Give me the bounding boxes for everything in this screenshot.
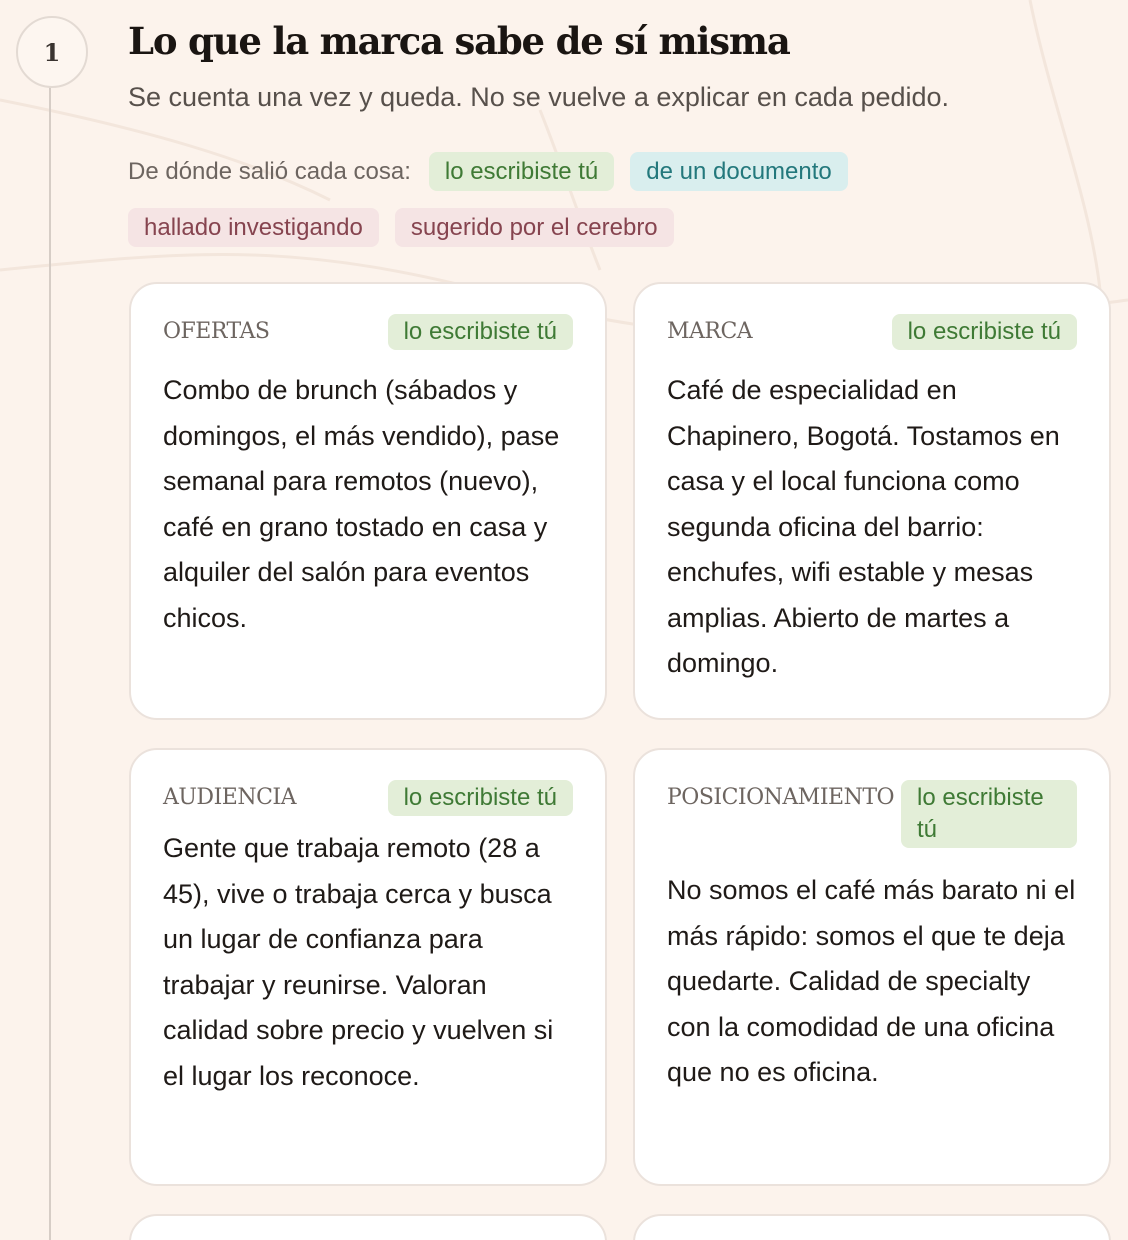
card-audiencia[interactable] — [129, 748, 607, 1186]
legend-label: De dónde salió cada cosa: — [128, 158, 411, 185]
step-number-badge: 1 — [16, 16, 88, 88]
source-chip: lo escribiste tú — [892, 314, 1077, 350]
card-posicionamiento[interactable] — [633, 748, 1111, 1186]
card-label: MARCA — [667, 319, 753, 344]
legend-chip-research: hallado investigando — [128, 208, 379, 247]
legend-chip-document: de un documento — [630, 152, 847, 191]
card-marca[interactable] — [633, 282, 1111, 720]
source-chip: lo escribiste tú — [388, 780, 573, 816]
source-chip: lo escribiste tú — [901, 780, 1077, 848]
legend-chip-brain: sugerido por el cerebro — [395, 208, 674, 247]
timeline-line — [49, 86, 51, 1240]
card-label: POSICIONAMIENTO — [667, 785, 895, 810]
card-body: Café de especialidad en Chapinero, Bogotá. Tostamos en casa y el local funciona como segunda oficina del barrio: enchufes, wifi estable y mesas amplias. Abierto de martes a domingo. — [667, 375, 1060, 678]
card-partial-right[interactable] — [633, 1214, 1111, 1240]
card-body: Gente que trabaja remoto (28 a 45), vive o trabaja cerca y busca un lugar de confianza para trabajar y reunirse. Valoran calidad sobre precio y vuelven si el lugar los reconoce. — [163, 833, 554, 1091]
card-label: OFERTAS — [163, 319, 270, 344]
card-body: Combo de brunch (sábados y domingos, el más vendido), pase semanal para remotos (nuevo), café en grano tostado en casa y alquiler del salón para eventos chicos. — [163, 375, 560, 633]
card-body: No somos el café más barato ni el más rápido: somos el que te deja quedarte. Calidad de specialty con la comodidad de una oficina que no es oficina. — [667, 875, 1076, 1087]
source-legend — [128, 152, 1108, 247]
card-label: AUDIENCIA — [163, 785, 296, 810]
card-partial-left[interactable] — [129, 1214, 607, 1240]
section-title: Lo que la marca sabe de sí misma — [128, 19, 790, 63]
section-subtitle: Se cuenta una vez y queda. No se vuelve a explicar en cada pedido. — [128, 82, 950, 112]
legend-chip-user: lo escribiste tú — [429, 152, 614, 191]
source-chip: lo escribiste tú — [388, 314, 573, 350]
card-ofertas[interactable] — [129, 282, 607, 720]
